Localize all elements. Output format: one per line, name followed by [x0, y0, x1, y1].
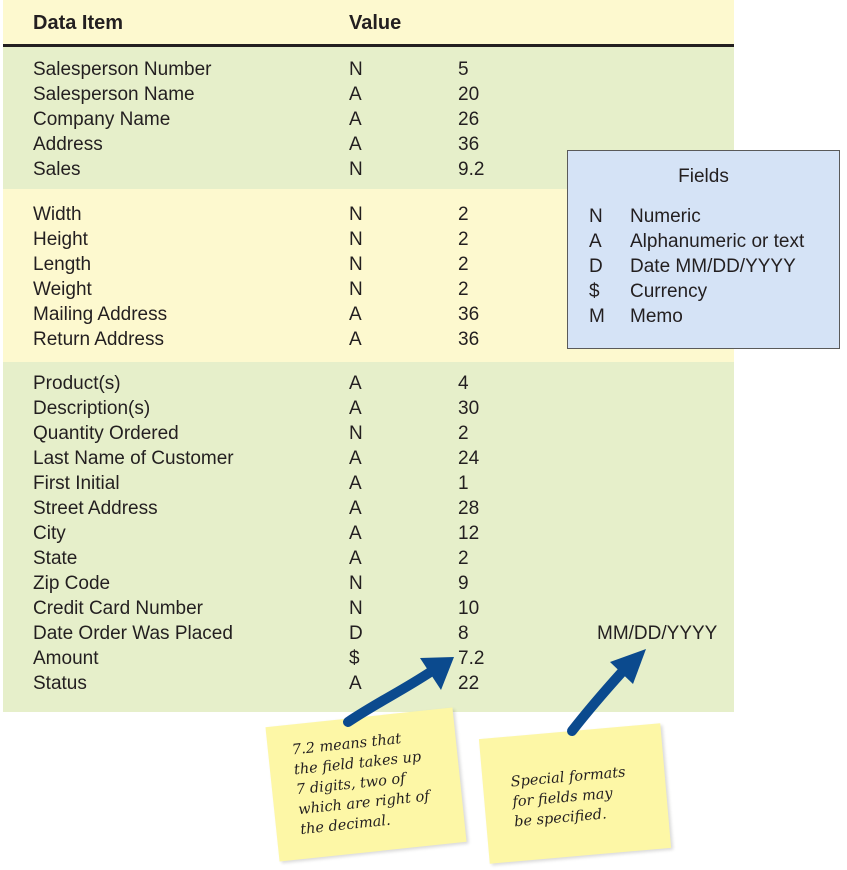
data-item-type: A — [349, 373, 362, 394]
data-item-length: 36 — [458, 134, 480, 155]
data-item-type: A — [349, 398, 362, 419]
data-item-type: A — [349, 473, 362, 494]
data-item-length: 2 — [458, 279, 469, 300]
data-item-name: Address — [33, 134, 103, 155]
data-item-length: 22 — [458, 673, 480, 694]
data-item-length: 9.2 — [458, 159, 485, 180]
data-item-length: 30 — [458, 398, 480, 419]
data-item-length: 2 — [458, 548, 469, 569]
data-item-type: A — [349, 304, 362, 325]
data-item-type: N — [349, 159, 363, 180]
data-item-name: First Initial — [33, 473, 120, 494]
data-item-name: Quantity Ordered — [33, 423, 179, 444]
data-item-type: A — [349, 134, 362, 155]
data-item-length: 5 — [458, 59, 469, 80]
data-item-length: 36 — [458, 329, 480, 350]
data-item-length: 2 — [458, 204, 469, 225]
data-item-type: A — [349, 448, 362, 469]
data-item-name: Product(s) — [33, 373, 121, 394]
data-item-name: Last Name of Customer — [33, 448, 234, 469]
legend-description: Alphanumeric or text — [630, 231, 805, 252]
data-item-name: Zip Code — [33, 573, 111, 594]
data-item-length: 28 — [458, 498, 480, 519]
data-item-type: $ — [349, 648, 360, 669]
data-item-type: N — [349, 204, 363, 225]
data-item-name: Description(s) — [33, 398, 151, 419]
data-item-type: N — [349, 279, 363, 300]
data-item-name: Height — [33, 229, 88, 250]
legend-description: Numeric — [630, 206, 701, 227]
data-item-length: 10 — [458, 598, 480, 619]
data-item-length: 4 — [458, 373, 469, 394]
sticky-note-formats-text: Special formats for fields may be specified. — [510, 764, 627, 831]
data-item-length: 8 — [458, 623, 469, 644]
arrow-to-amount-icon — [348, 657, 454, 722]
legend-code: $ — [589, 281, 600, 302]
column-header-data-item: Data Item — [33, 12, 124, 34]
data-item-length: 24 — [458, 448, 480, 469]
data-item-name: Length — [33, 254, 92, 275]
data-item-name: Mailing Address — [33, 304, 168, 325]
data-item-name: Street Address — [33, 498, 158, 519]
data-item-type: D — [349, 623, 363, 644]
data-item-name: City — [33, 523, 66, 544]
data-item-name: Return Address — [33, 329, 164, 350]
data-item-name: State — [33, 548, 78, 569]
data-item-type: N — [349, 254, 363, 275]
data-item-length: 7.2 — [458, 648, 485, 669]
data-item-type: N — [349, 423, 363, 444]
data-item-type: N — [349, 573, 363, 594]
legend-code: D — [589, 256, 603, 277]
data-item-length: 1 — [458, 473, 469, 494]
data-item-name: Salesperson Name — [33, 84, 195, 105]
data-item-format: MM/DD/YYYY — [597, 623, 718, 644]
data-item-length: 9 — [458, 573, 469, 594]
data-item-length: 12 — [458, 523, 480, 544]
data-item-type: A — [349, 84, 362, 105]
data-item-length: 2 — [458, 423, 469, 444]
data-item-length: 20 — [458, 84, 480, 105]
data-item-type: A — [349, 673, 362, 694]
legend-code: M — [589, 306, 605, 327]
data-item-length: 36 — [458, 304, 480, 325]
data-item-name: Credit Card Number — [33, 598, 203, 619]
data-item-name: Width — [33, 204, 82, 225]
legend-code: N — [589, 206, 603, 227]
data-item-type: A — [349, 548, 362, 569]
data-item-name: Weight — [33, 279, 92, 300]
legend-description: Memo — [630, 306, 683, 327]
sticky-note-decimal-text: 7.2 means that the field takes up 7 digits, two of which are right of the decimal. — [291, 731, 431, 839]
data-item-type: A — [349, 329, 362, 350]
data-item-length: 2 — [458, 254, 469, 275]
legend-title: Fields — [678, 166, 729, 187]
data-item-length: 26 — [458, 109, 480, 130]
data-item-name: Sales — [33, 159, 81, 180]
legend-code: A — [589, 231, 602, 252]
data-item-type: A — [349, 109, 362, 130]
data-item-type: A — [349, 498, 362, 519]
data-item-type: N — [349, 229, 363, 250]
data-item-type: A — [349, 523, 362, 544]
data-item-name: Status — [33, 673, 87, 694]
data-item-name: Date Order Was Placed — [33, 623, 233, 644]
legend-description: Date MM/DD/YYYY — [630, 256, 796, 277]
column-header-value: Value — [349, 12, 402, 34]
arrow-to-format-icon — [572, 649, 646, 731]
data-item-type: N — [349, 59, 363, 80]
data-item-type: N — [349, 598, 363, 619]
data-item-name: Company Name — [33, 109, 171, 130]
legend-description: Currency — [630, 281, 708, 302]
data-item-name: Salesperson Number — [33, 59, 212, 80]
data-item-length: 2 — [458, 229, 469, 250]
data-item-name: Amount — [33, 648, 99, 669]
